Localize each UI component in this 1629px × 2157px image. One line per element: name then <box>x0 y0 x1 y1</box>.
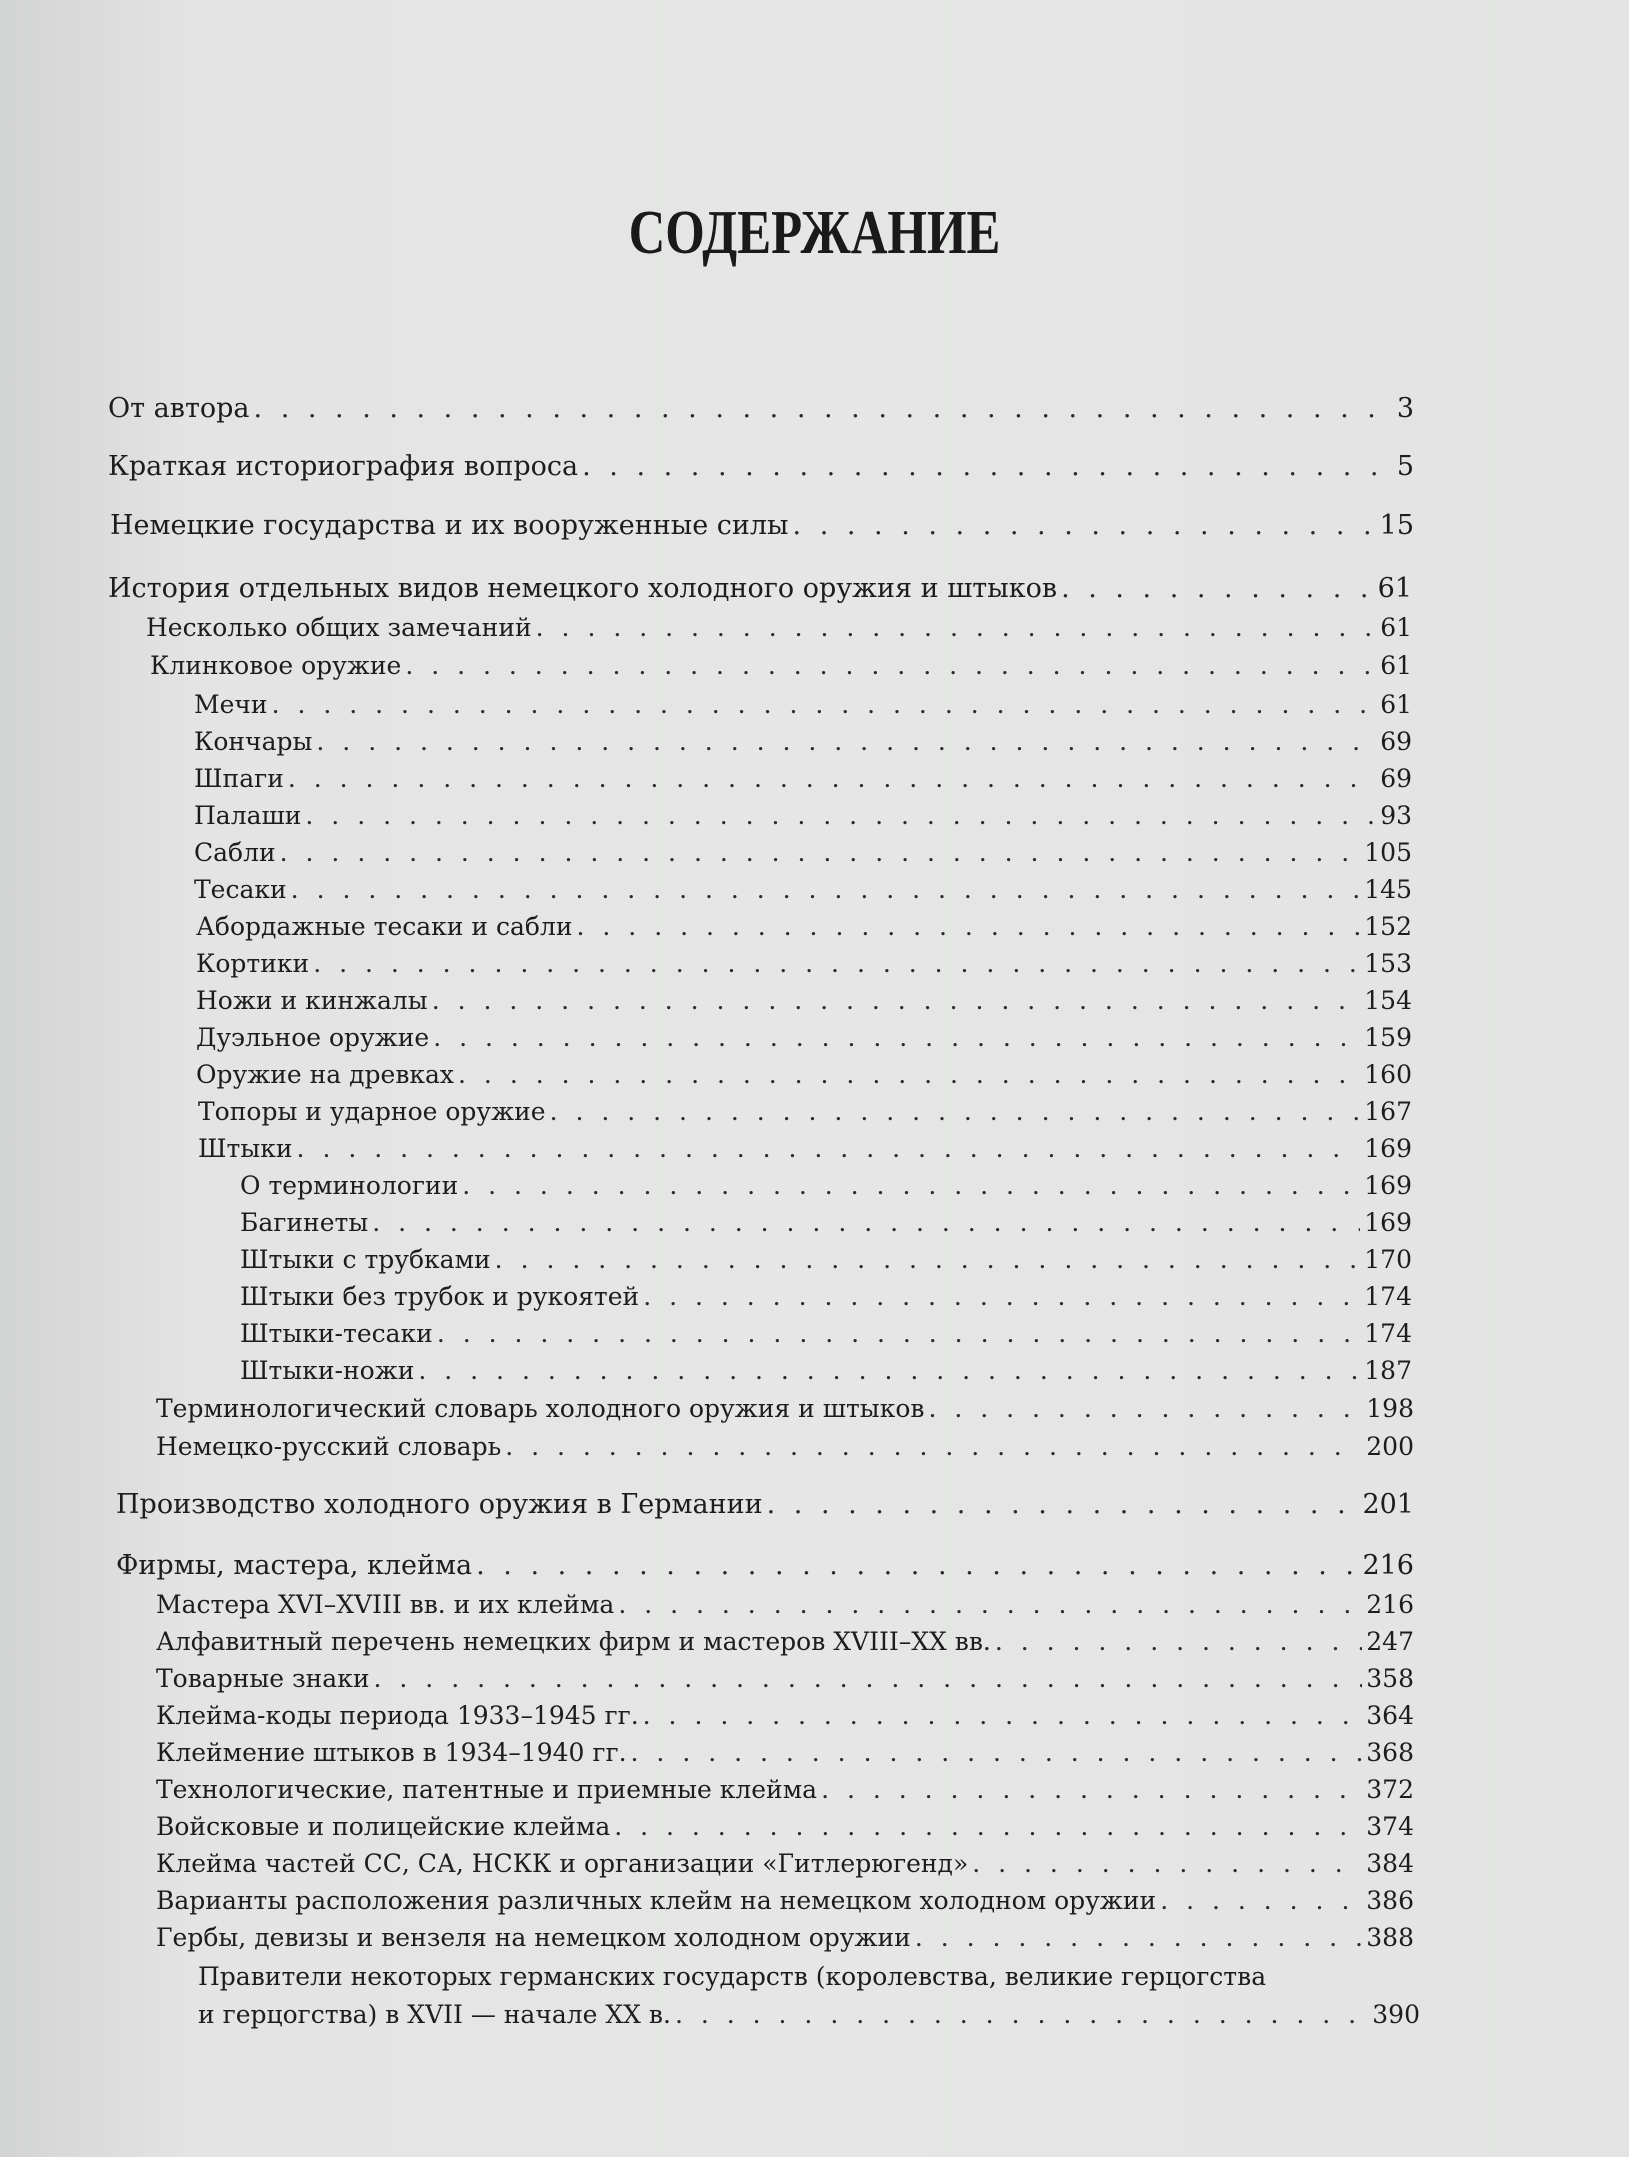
toc-page: 169 <box>1364 1134 1412 1163</box>
toc-entry <box>156 1886 1414 1915</box>
toc-label: Мечи <box>194 690 268 719</box>
leader-dots <box>254 393 1393 424</box>
toc-label: От автора <box>108 393 250 424</box>
toc-label: Гербы, девизы и вензеля на немецком холодном оружии <box>156 1923 911 1952</box>
leader-dots <box>618 1590 1362 1619</box>
toc-entry <box>156 1627 1414 1656</box>
toc-label: Клейма частей СС, СА, НСКК и организации «Гитлерюгенд» <box>156 1849 969 1878</box>
toc-entry <box>198 2000 1420 2029</box>
toc-page: 368 <box>1366 1738 1414 1767</box>
toc-entry <box>156 1923 1414 1952</box>
toc-entry <box>108 573 1412 604</box>
toc-entry <box>146 613 1412 642</box>
toc-label: Клинковое оружие <box>150 651 402 680</box>
toc-page: 216 <box>1362 1550 1414 1581</box>
toc-label: Алфавитный перечень немецких фирм и мастеров XVIII–XX вв. <box>156 1627 991 1656</box>
toc-entry <box>116 1489 1414 1520</box>
toc-entry <box>196 1060 1412 1089</box>
toc-label: Ножи и кинжалы <box>196 986 428 1015</box>
toc-page: 386 <box>1366 1886 1414 1915</box>
toc-entry <box>196 1023 1412 1052</box>
leader-dots <box>476 1550 1358 1581</box>
toc-page: 198 <box>1366 1394 1414 1423</box>
toc-entry <box>194 875 1412 904</box>
toc-entry <box>240 1282 1412 1311</box>
toc-entry <box>116 1550 1414 1581</box>
toc-label: Тесаки <box>194 875 287 904</box>
toc-page: 167 <box>1364 1097 1412 1126</box>
leader-dots <box>821 1775 1362 1804</box>
leader-dots <box>316 727 1376 756</box>
toc-label: Оружие на древках <box>196 1060 455 1089</box>
toc-label: Багинеты <box>240 1208 369 1237</box>
leader-dots <box>374 1664 1363 1693</box>
toc-page: 358 <box>1366 1664 1414 1693</box>
toc-label: Штыки-тесаки <box>240 1319 433 1348</box>
leader-dots <box>928 1394 1362 1423</box>
toc-label: Краткая историография вопроса <box>108 451 579 482</box>
toc-label: Производство холодного оружия в Германии <box>116 1489 763 1520</box>
toc-page: 364 <box>1366 1701 1414 1730</box>
leader-dots <box>643 1282 1360 1311</box>
page-title: СОДЕРЖАНИЕ <box>628 199 1001 267</box>
leader-dots <box>614 1812 1362 1841</box>
toc-page: 15 <box>1379 510 1414 541</box>
toc-entry <box>240 1171 1412 1200</box>
toc-entry <box>110 510 1414 541</box>
leader-dots <box>280 838 1361 867</box>
toc-page: 200 <box>1366 1432 1414 1461</box>
toc-entry <box>194 727 1412 756</box>
toc-page: 390 <box>1372 2000 1420 2029</box>
toc-page: 154 <box>1364 986 1412 1015</box>
toc-entry <box>196 912 1412 941</box>
leader-dots <box>291 875 1361 904</box>
toc-label: Шпаги <box>194 764 284 793</box>
toc-entry <box>198 1134 1412 1163</box>
leader-dots <box>462 1171 1360 1200</box>
toc-entry <box>156 1849 1414 1878</box>
leader-dots <box>577 912 1361 941</box>
toc-label: Немецкие государства и их вооруженные силы <box>110 510 789 541</box>
toc-label: Штыки с трубками <box>240 1245 491 1274</box>
toc-page: 201 <box>1362 1489 1414 1520</box>
leader-dots <box>793 510 1376 541</box>
toc-page: 187 <box>1364 1356 1412 1385</box>
toc-entry <box>156 1775 1414 1804</box>
toc-page: 169 <box>1364 1171 1412 1200</box>
leader-dots <box>536 613 1377 642</box>
leader-dots <box>1160 1886 1362 1915</box>
leader-dots <box>582 451 1393 482</box>
toc-label: Дуэльное оружие <box>196 1023 430 1052</box>
toc-label: Абордажные тесаки и сабли <box>196 912 573 941</box>
toc-page: 374 <box>1366 1812 1414 1841</box>
toc-entry <box>194 690 1412 719</box>
toc-page: 145 <box>1364 875 1412 904</box>
toc-label: Немецко-русский словарь <box>156 1432 502 1461</box>
toc-label: Клейма-коды периода 1933–1945 гг. <box>156 1701 639 1730</box>
toc-entry <box>108 393 1414 424</box>
leader-dots <box>505 1432 1362 1461</box>
toc-page: 216 <box>1366 1590 1414 1619</box>
toc-page: 247 <box>1366 1627 1414 1656</box>
toc-label: Сабли <box>194 838 276 867</box>
toc-label: О терминологии <box>240 1171 459 1200</box>
toc-label: Палаши <box>194 801 302 830</box>
toc-label: Кортики <box>196 949 310 978</box>
toc-label: Клеймение штыков в 1934–1940 гг. <box>156 1738 627 1767</box>
toc-page: 3 <box>1396 393 1414 424</box>
leader-dots <box>995 1627 1362 1656</box>
toc-page: 61 <box>1380 613 1412 642</box>
leader-dots <box>405 651 1376 680</box>
toc-entry <box>196 949 1412 978</box>
toc-page: 160 <box>1364 1060 1412 1089</box>
toc-entry <box>194 764 1412 793</box>
leader-dots <box>675 2000 1368 2029</box>
toc-page: 93 <box>1380 801 1412 830</box>
leader-dots <box>297 1134 1361 1163</box>
toc-page: 174 <box>1364 1319 1412 1348</box>
toc-entry <box>108 451 1414 482</box>
leader-dots <box>458 1060 1360 1089</box>
toc-label: Штыки-ножи <box>240 1356 415 1385</box>
toc-page: 372 <box>1366 1775 1414 1804</box>
toc-page: 61 <box>1380 651 1412 680</box>
toc-page: 170 <box>1364 1245 1412 1274</box>
toc-page: 169 <box>1364 1208 1412 1237</box>
toc-label: Штыки без трубок и рукоятей <box>240 1282 640 1311</box>
toc-entry <box>156 1812 1414 1841</box>
toc-label: История отдельных видов немецкого холодного оружия и штыков <box>108 573 1058 604</box>
toc-entry <box>240 1319 1412 1348</box>
toc-entry <box>150 651 1412 680</box>
toc-page: 152 <box>1364 912 1412 941</box>
leader-dots <box>372 1208 1360 1237</box>
toc-page: 153 <box>1364 949 1412 978</box>
toc-label: Штыки <box>198 1134 293 1163</box>
leader-dots <box>437 1319 1360 1348</box>
toc-label: Терминологический словарь холодного оружия и штыков <box>156 1394 925 1423</box>
leader-dots <box>433 1023 1360 1052</box>
toc-label: Мастера XVI–XVIII вв. и их клейма <box>156 1590 615 1619</box>
toc-entry <box>240 1245 1412 1274</box>
toc-label-line1: Правители некоторых германских государств (королевства, великие герцогства <box>198 1962 1267 1991</box>
toc-entry <box>240 1356 1412 1385</box>
toc-entry <box>156 1738 1414 1767</box>
toc-label: Кончары <box>194 727 313 756</box>
toc-entry <box>198 1097 1412 1126</box>
toc-page: 384 <box>1366 1849 1414 1878</box>
toc-page: 69 <box>1380 727 1412 756</box>
leader-dots <box>915 1923 1362 1952</box>
toc-label: Технологические, патентные и приемные клейма <box>156 1775 818 1804</box>
leader-dots <box>1061 573 1374 604</box>
leader-dots <box>305 801 1376 830</box>
toc-entry <box>156 1664 1414 1693</box>
toc-label: Фирмы, мастера, клейма <box>116 1550 473 1581</box>
leader-dots <box>272 690 1377 719</box>
toc-entry <box>156 1394 1414 1423</box>
leader-dots <box>767 1489 1359 1520</box>
toc-page: 61 <box>1377 573 1412 604</box>
toc-label: Топоры и ударное оружие <box>198 1097 546 1126</box>
toc-entry <box>194 801 1412 830</box>
toc-entry <box>194 838 1412 867</box>
leader-dots <box>643 1701 1363 1730</box>
toc-page: 61 <box>1380 690 1412 719</box>
leader-dots <box>432 986 1361 1015</box>
leader-dots <box>631 1738 1363 1767</box>
toc-page: 159 <box>1364 1023 1412 1052</box>
toc-label: Товарные знаки <box>156 1664 370 1693</box>
toc-entry <box>156 1590 1414 1619</box>
toc-entry <box>156 1432 1414 1461</box>
toc-page: 174 <box>1364 1282 1412 1311</box>
toc-entry <box>240 1208 1412 1237</box>
toc-page: 5 <box>1396 451 1414 482</box>
leader-dots <box>418 1356 1360 1385</box>
toc-entry <box>156 1701 1414 1730</box>
leader-dots <box>550 1097 1361 1126</box>
leader-dots <box>313 949 1360 978</box>
toc-entry <box>196 986 1412 1015</box>
toc-label-line2: и герцогства) в XVII — начале XX в. <box>198 2000 671 2029</box>
toc-label: Варианты расположения различных клейм на немецком холодном оружии <box>156 1886 1157 1915</box>
toc-page: 105 <box>1364 838 1412 867</box>
leader-dots <box>972 1849 1362 1878</box>
leader-dots <box>495 1245 1361 1274</box>
leader-dots <box>288 764 1376 793</box>
toc-page: 388 <box>1366 1923 1414 1952</box>
toc-label: Войсковые и полицейские клейма <box>156 1812 611 1841</box>
toc-page: 69 <box>1380 764 1412 793</box>
toc-label: Несколько общих замечаний <box>146 613 532 642</box>
